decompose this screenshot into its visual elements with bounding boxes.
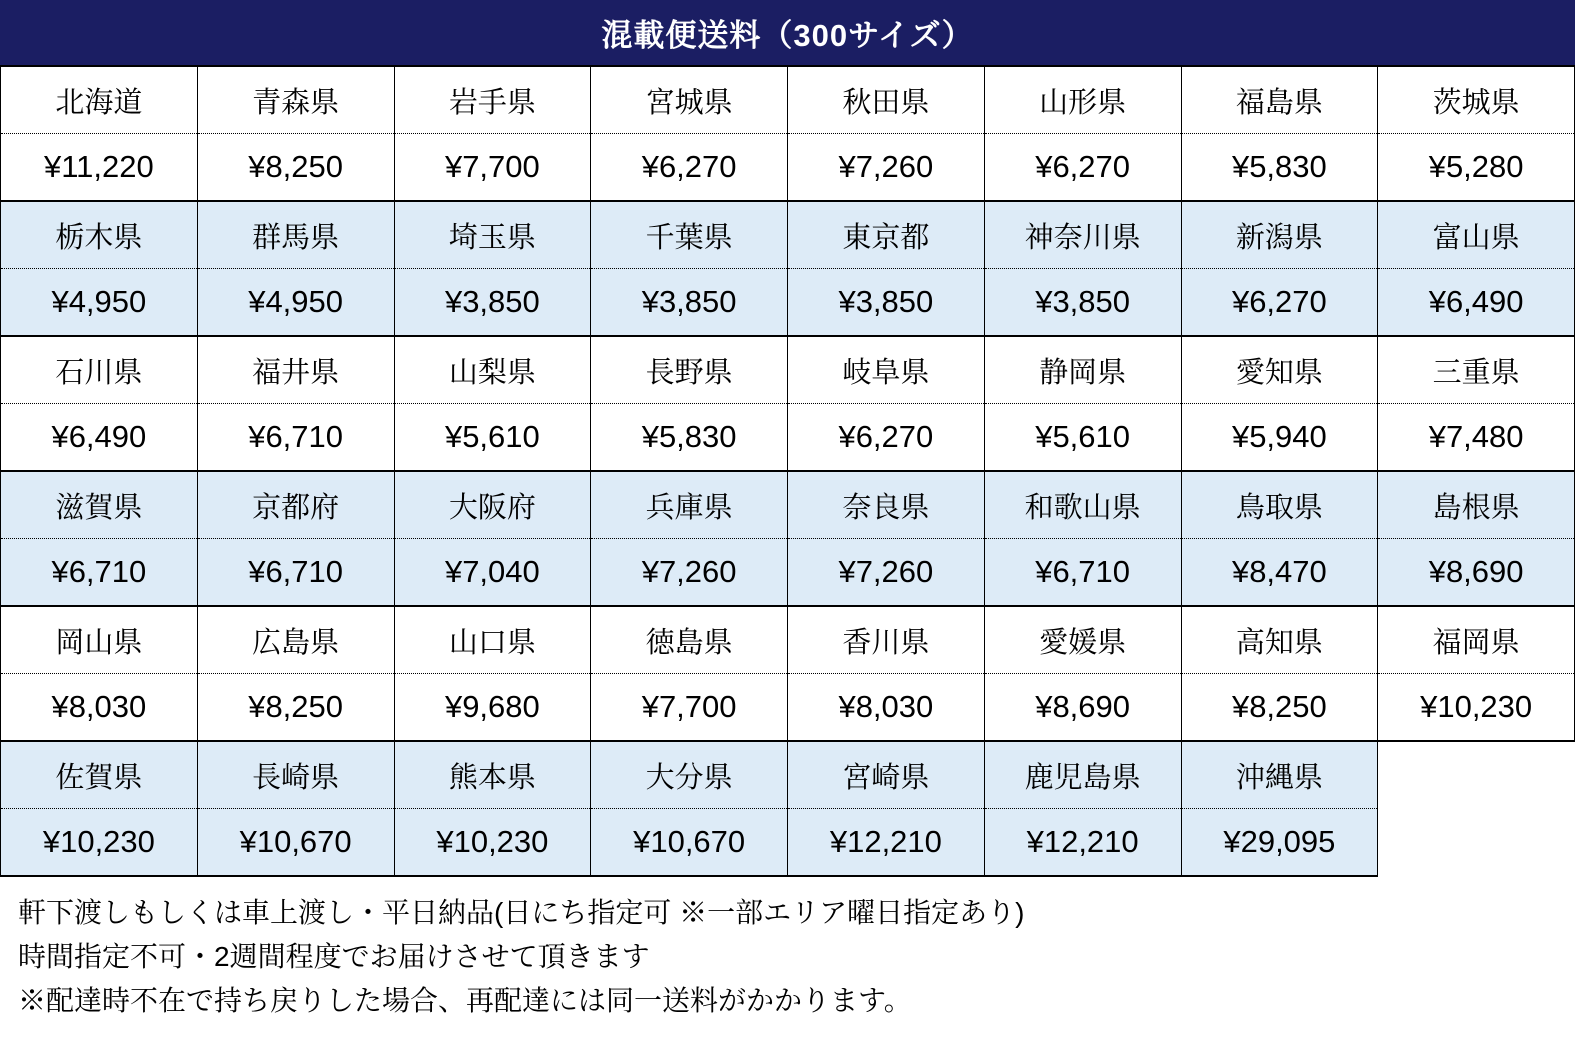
fee-cell: ¥7,260 (788, 539, 985, 607)
fee-cell: ¥8,250 (197, 674, 394, 742)
fee-cell: ¥7,700 (591, 674, 788, 742)
fee-row (1, 269, 1575, 337)
prefecture-cell: 千葉県 (591, 201, 788, 269)
fee-cell: ¥6,710 (197, 404, 394, 472)
prefecture-cell: 大阪府 (394, 471, 591, 539)
fee-cell: ¥6,490 (1, 404, 198, 472)
prefecture-cell: 茨城県 (1378, 66, 1575, 134)
prefecture-cell: 高知県 (1181, 606, 1378, 674)
prefecture-cell: 鳥取県 (1181, 471, 1378, 539)
fee-row (1, 674, 1575, 742)
prefecture-cell: 宮崎県 (788, 741, 985, 809)
prefecture-cell: 山梨県 (394, 336, 591, 404)
prefecture-cell: 滋賀県 (1, 471, 198, 539)
fee-cell: ¥5,830 (591, 404, 788, 472)
prefecture-cell: 愛知県 (1181, 336, 1378, 404)
prefecture-cell: 沖縄県 (1181, 741, 1378, 809)
note-line: 軒下渡しもしくは車上渡し・平日納品(日にち指定可 ※一部エリア曜日指定あり) (18, 897, 1025, 928)
prefecture-cell: 広島県 (197, 606, 394, 674)
note-line: 時間指定不可・2週間程度でお届けさせて頂きます (18, 941, 650, 972)
prefecture-cell: 青森県 (197, 66, 394, 134)
fee-cell: ¥5,830 (1181, 134, 1378, 202)
fee-cell: ¥3,850 (394, 269, 591, 337)
empty-cell (1378, 741, 1575, 876)
fee-cell: ¥8,470 (1181, 539, 1378, 607)
fee-cell: ¥5,940 (1181, 404, 1378, 472)
prefecture-row (1, 471, 1575, 539)
prefecture-cell: 静岡県 (984, 336, 1181, 404)
fee-cell: ¥6,270 (591, 134, 788, 202)
prefecture-cell: 福島県 (1181, 66, 1378, 134)
fee-cell: ¥6,710 (1, 539, 198, 607)
prefecture-row (1, 606, 1575, 674)
fee-cell: ¥29,095 (1181, 809, 1378, 877)
table-title-bar (0, 0, 1575, 65)
prefecture-cell: 京都府 (197, 471, 394, 539)
prefecture-cell: 鹿児島県 (984, 741, 1181, 809)
fee-cell: ¥8,690 (1378, 539, 1575, 607)
fee-cell: ¥8,250 (197, 134, 394, 202)
fee-row (1, 809, 1575, 877)
prefecture-row (1, 741, 1575, 809)
prefecture-cell: 東京都 (788, 201, 985, 269)
prefecture-cell: 富山県 (1378, 201, 1575, 269)
prefecture-cell: 兵庫県 (591, 471, 788, 539)
fee-cell: ¥10,670 (197, 809, 394, 877)
fee-cell: ¥8,030 (1, 674, 198, 742)
fee-cell: ¥10,230 (1378, 674, 1575, 742)
fee-cell: ¥6,270 (788, 404, 985, 472)
fee-cell: ¥6,490 (1378, 269, 1575, 337)
prefecture-cell: 山口県 (394, 606, 591, 674)
note-line: ※配達時不在で持ち戻りした場合、再配達には同一送料がかかります。 (18, 985, 912, 1016)
prefecture-cell: 宮城県 (591, 66, 788, 134)
prefecture-cell: 福岡県 (1378, 606, 1575, 674)
prefecture-cell: 新潟県 (1181, 201, 1378, 269)
fee-cell: ¥3,850 (788, 269, 985, 337)
page-title: 混載便送料（300サイズ） (601, 18, 974, 53)
prefecture-row (1, 66, 1575, 134)
fee-cell: ¥4,950 (1, 269, 198, 337)
prefecture-cell: 島根県 (1378, 471, 1575, 539)
fee-cell: ¥9,680 (394, 674, 591, 742)
prefecture-cell: 神奈川県 (984, 201, 1181, 269)
prefecture-cell: 徳島県 (591, 606, 788, 674)
fee-cell: ¥7,260 (788, 134, 985, 202)
prefecture-cell: 栃木県 (1, 201, 198, 269)
prefecture-cell: 長崎県 (197, 741, 394, 809)
prefecture-cell: 三重県 (1378, 336, 1575, 404)
fee-cell: ¥12,210 (788, 809, 985, 877)
prefecture-cell: 愛媛県 (984, 606, 1181, 674)
fee-cell: ¥10,670 (591, 809, 788, 877)
fee-cell: ¥10,230 (394, 809, 591, 877)
fee-cell: ¥4,950 (197, 269, 394, 337)
fee-cell: ¥6,270 (984, 134, 1181, 202)
fee-cell: ¥5,610 (394, 404, 591, 472)
prefecture-cell: 佐賀県 (1, 741, 198, 809)
prefecture-cell: 石川県 (1, 336, 198, 404)
fee-cell: ¥7,480 (1378, 404, 1575, 472)
footer-notes (0, 877, 1575, 1023)
prefecture-cell: 岐阜県 (788, 336, 985, 404)
fee-cell: ¥6,710 (984, 539, 1181, 607)
fee-cell: ¥8,690 (984, 674, 1181, 742)
fee-cell: ¥5,610 (984, 404, 1181, 472)
prefecture-cell: 熊本県 (394, 741, 591, 809)
prefecture-row (1, 201, 1575, 269)
fee-cell: ¥6,270 (1181, 269, 1378, 337)
prefecture-cell: 岩手県 (394, 66, 591, 134)
prefecture-cell: 北海道 (1, 66, 198, 134)
prefecture-cell: 大分県 (591, 741, 788, 809)
fee-cell: ¥3,850 (591, 269, 788, 337)
fee-cell: ¥6,710 (197, 539, 394, 607)
prefecture-cell: 和歌山県 (984, 471, 1181, 539)
prefecture-cell: 長野県 (591, 336, 788, 404)
fee-cell: ¥8,250 (1181, 674, 1378, 742)
prefecture-cell: 埼玉県 (394, 201, 591, 269)
fee-cell: ¥10,230 (1, 809, 198, 877)
prefecture-cell: 奈良県 (788, 471, 985, 539)
shipping-fee-table (0, 65, 1575, 877)
fee-cell: ¥7,260 (591, 539, 788, 607)
prefecture-cell: 山形県 (984, 66, 1181, 134)
prefecture-cell: 秋田県 (788, 66, 985, 134)
fee-cell: ¥7,700 (394, 134, 591, 202)
prefecture-cell: 岡山県 (1, 606, 198, 674)
fee-cell: ¥3,850 (984, 269, 1181, 337)
prefecture-cell: 福井県 (197, 336, 394, 404)
prefecture-cell: 香川県 (788, 606, 985, 674)
prefecture-cell: 群馬県 (197, 201, 394, 269)
fee-cell: ¥7,040 (394, 539, 591, 607)
fee-cell: ¥12,210 (984, 809, 1181, 877)
fee-row (1, 539, 1575, 607)
fee-cell: ¥8,030 (788, 674, 985, 742)
fee-cell: ¥5,280 (1378, 134, 1575, 202)
fee-row (1, 134, 1575, 202)
fee-row (1, 404, 1575, 472)
prefecture-row (1, 336, 1575, 404)
fee-cell: ¥11,220 (1, 134, 198, 202)
